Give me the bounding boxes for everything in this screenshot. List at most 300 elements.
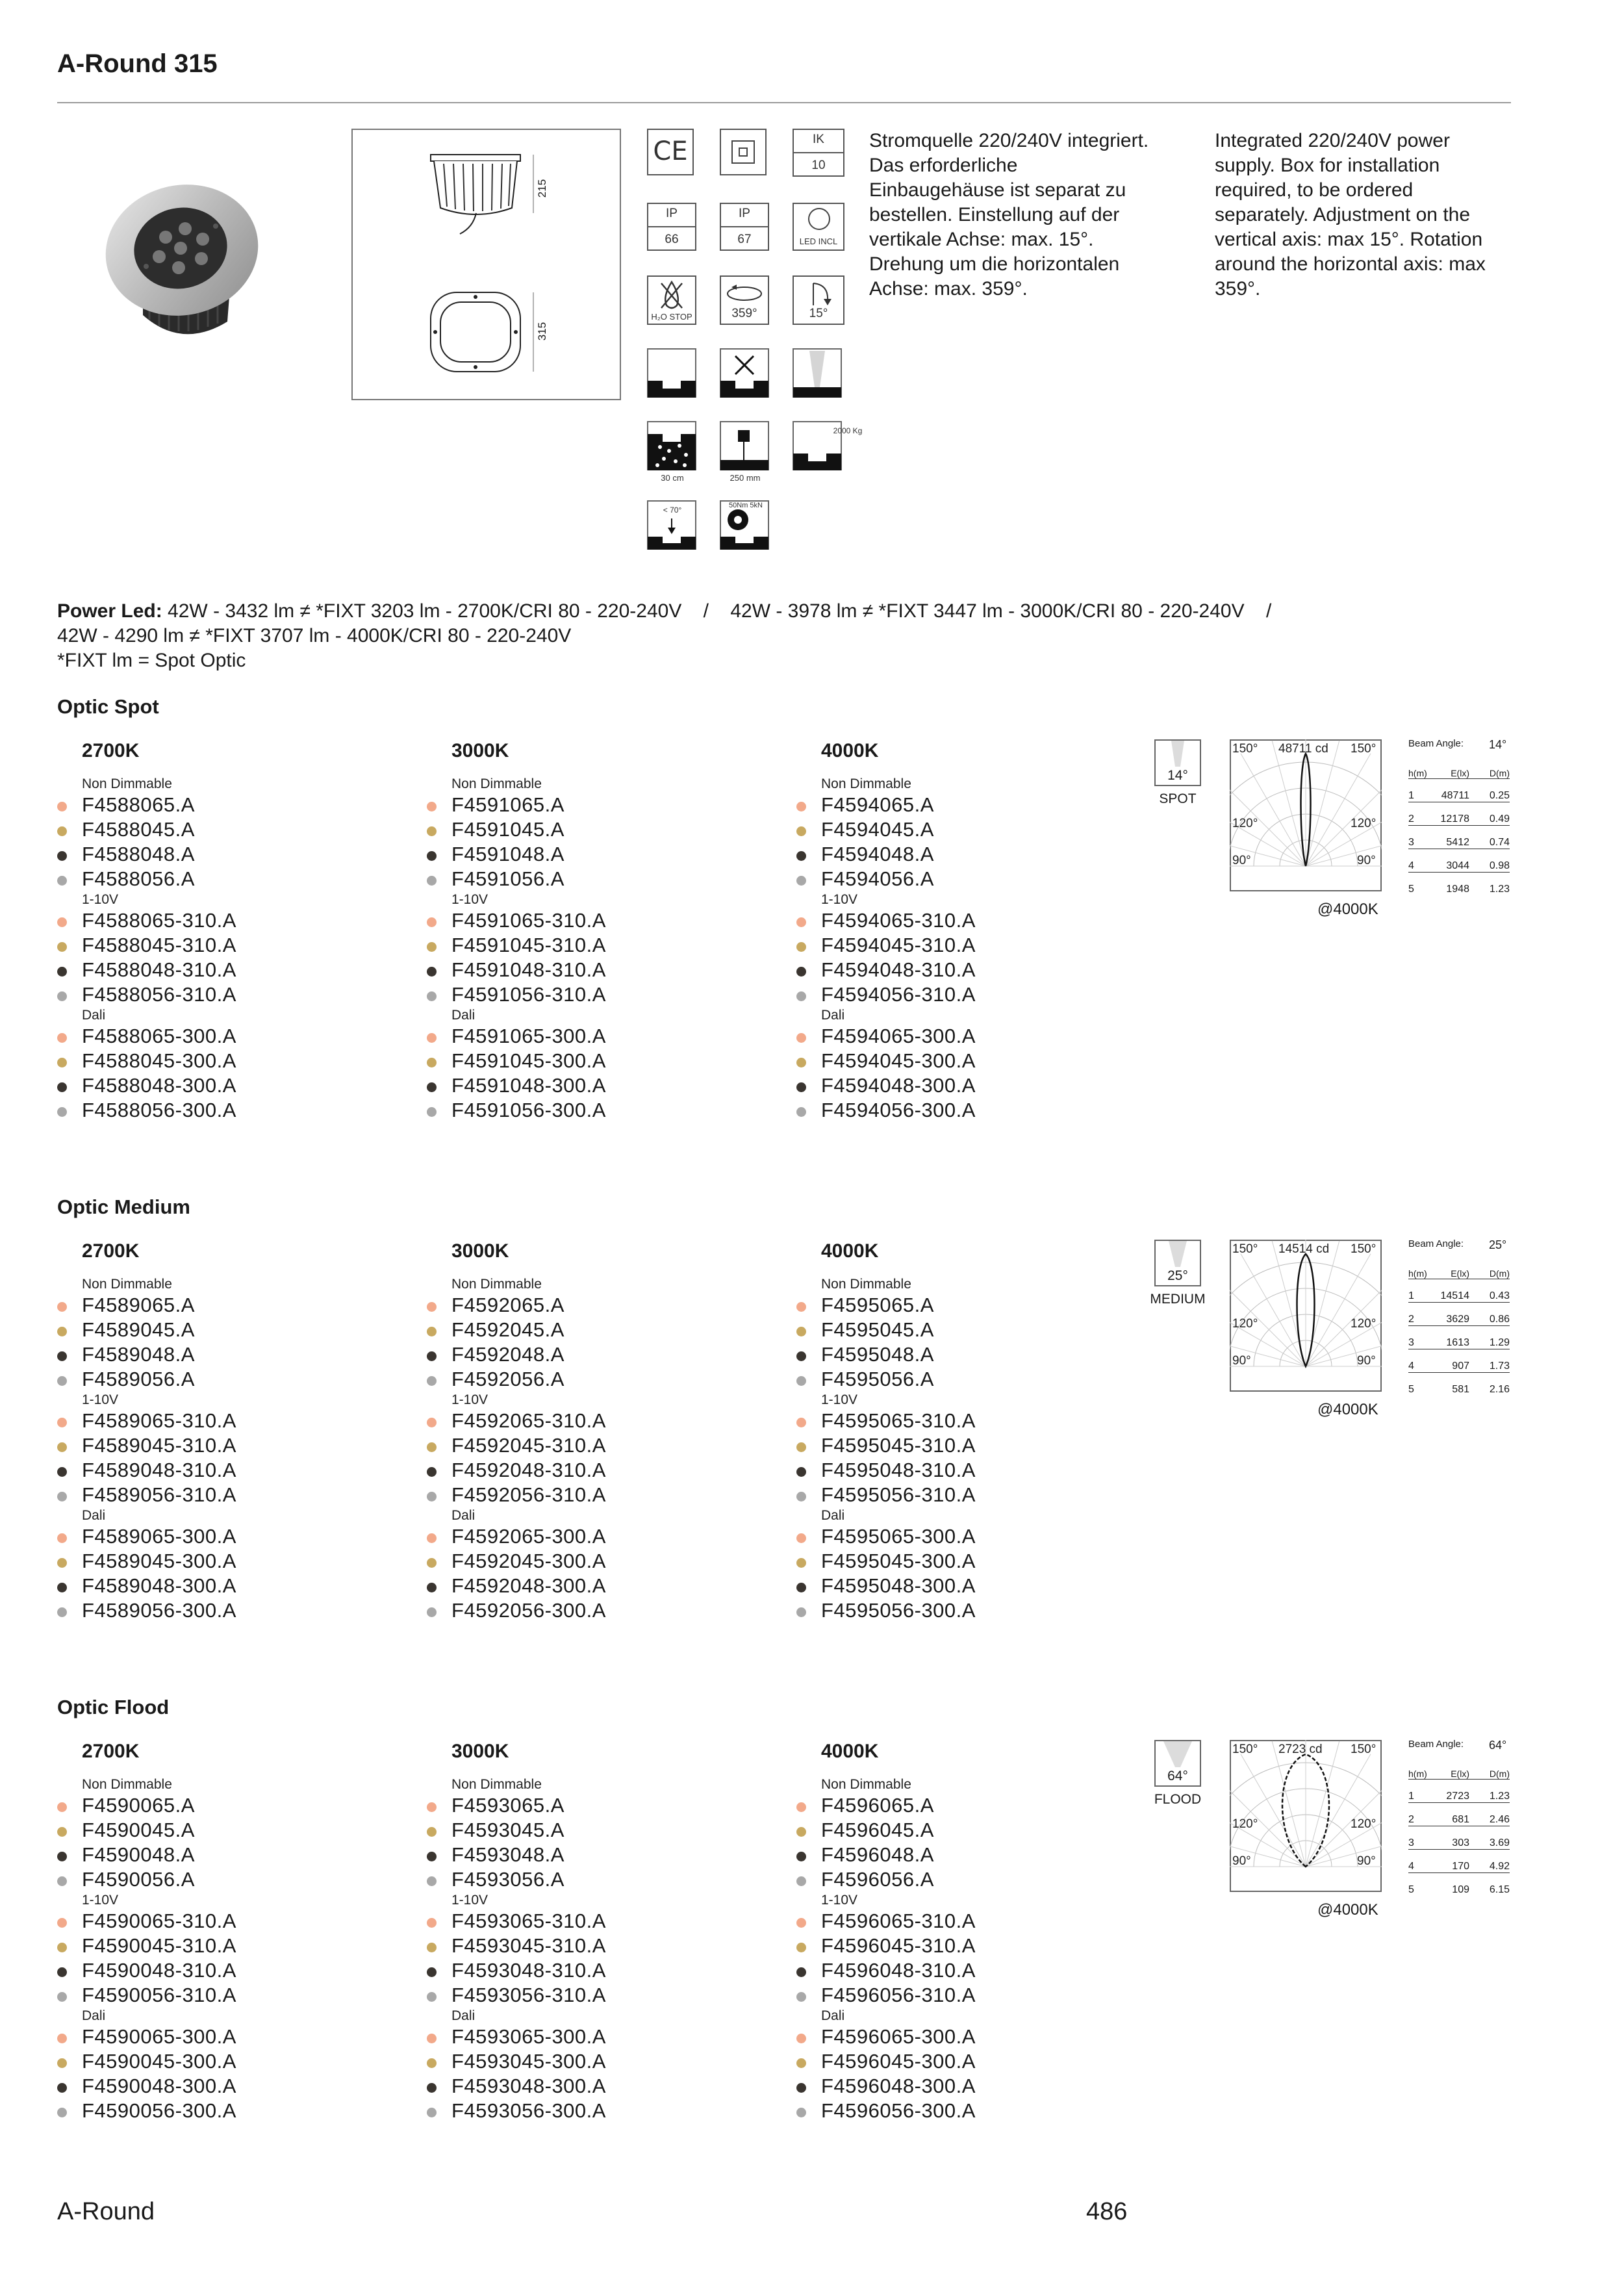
- polar-peak-intensity: 2723 cd: [1278, 1743, 1323, 1756]
- photometric-values: h(m) E(lx) D(m) 1 2723 1.23 2 681 2.46 3 303 3.69 4 170 4.92 5 109 6.15: [1408, 1759, 1510, 1896]
- photometric-values: h(m) E(lx) D(m) 1 14514 0.43 2 3629 0.86 3 1613 1.29 4 907 1.73 5 581 2.16: [1408, 1259, 1510, 1396]
- rotation-icon: 359°: [720, 275, 769, 325]
- finish-color-dot: [796, 1967, 806, 1977]
- product-code[interactable]: [427, 842, 765, 867]
- product-code-text: F4593048-300.A: [451, 2075, 606, 2097]
- product-code[interactable]: [57, 1574, 395, 1598]
- cct-heading: 3000K: [451, 1741, 509, 1762]
- finish-color-dot: [57, 1492, 67, 1501]
- product-code[interactable]: [57, 1293, 395, 1318]
- product-code-text: F4596056.A: [821, 1868, 934, 1891]
- finish-color-dot: [796, 1327, 806, 1336]
- product-code-text: F4590065-310.A: [82, 1910, 236, 1932]
- product-code[interactable]: [57, 1433, 395, 1458]
- finish-color-dot: [796, 1827, 806, 1837]
- finish-color-dot: [427, 1351, 437, 1361]
- technical-drawing: [351, 129, 621, 400]
- product-code-text: F4594048-300.A: [821, 1074, 976, 1097]
- product-code[interactable]: [427, 1073, 765, 1098]
- beam-angle-value: 64°: [1167, 1769, 1188, 1783]
- product-code-text: F4594065-310.A: [821, 909, 976, 932]
- product-code[interactable]: [796, 1293, 1134, 1318]
- product-code[interactable]: [427, 908, 765, 933]
- finish-color-dot: [57, 1827, 67, 1837]
- product-code[interactable]: [796, 1318, 1134, 1342]
- product-code[interactable]: [427, 2074, 765, 2099]
- product-code-text: F4595048.A: [821, 1343, 934, 1366]
- product-code[interactable]: [57, 1458, 395, 1483]
- product-code-text: F4596048-300.A: [821, 2075, 976, 2097]
- beam-angle-value: 25°: [1167, 1268, 1188, 1283]
- product-code[interactable]: [57, 1049, 395, 1073]
- product-code[interactable]: [796, 908, 1134, 933]
- polar-label-90-right: 90°: [1357, 1354, 1376, 1368]
- table-row: 3 5412 0.74: [1408, 826, 1510, 849]
- product-code-text: F4593065.A: [451, 1794, 565, 1817]
- product-code[interactable]: [796, 1098, 1134, 1123]
- product-code[interactable]: [796, 1024, 1134, 1049]
- depth-250-label: 250 mm: [730, 473, 761, 483]
- finish-color-dot: [796, 1943, 806, 1952]
- product-code[interactable]: [427, 933, 765, 958]
- product-code[interactable]: [427, 817, 765, 842]
- finish-color-dot: [427, 1943, 437, 1952]
- finish-color-dot: [57, 1852, 67, 1861]
- installation-symbols-2: [647, 421, 842, 477]
- polar-label-120-right: 120°: [1351, 817, 1377, 830]
- product-code-text: F4588048.A: [82, 843, 195, 865]
- finish-color-dot: [57, 967, 67, 977]
- product-code-text: F4590045.A: [82, 1819, 195, 1841]
- photometric-table: [1408, 1238, 1510, 1396]
- product-code[interactable]: [57, 933, 395, 958]
- product-code-text: F4590048-300.A: [82, 2075, 236, 2097]
- product-code[interactable]: [427, 1049, 765, 1073]
- product-code[interactable]: [796, 958, 1134, 982]
- finish-color-dot: [57, 802, 67, 811]
- product-code[interactable]: [796, 1549, 1134, 1574]
- product-code-text: F4592065.A: [451, 1294, 565, 1316]
- angle-70-label: < 70°: [663, 505, 682, 515]
- product-code[interactable]: [796, 1049, 1134, 1073]
- finish-color-dot: [57, 1533, 67, 1543]
- finish-color-dot: [57, 1058, 67, 1067]
- product-code[interactable]: [57, 1073, 395, 1098]
- product-code[interactable]: [57, 1318, 395, 1342]
- product-code[interactable]: [57, 1843, 395, 1867]
- product-code-text: F4594045-300.A: [821, 1049, 976, 1072]
- title-divider: [57, 102, 1511, 103]
- product-code[interactable]: [57, 1483, 395, 1507]
- product-code[interactable]: [427, 2049, 765, 2074]
- product-code[interactable]: [796, 867, 1134, 891]
- product-photo: [97, 175, 266, 357]
- finish-color-dot: [796, 1376, 806, 1386]
- product-code[interactable]: [427, 1909, 765, 1934]
- finish-color-dot: [427, 2083, 437, 2093]
- dimming-group-label: Dali: [451, 1508, 476, 1523]
- finish-color-dot: [796, 826, 806, 836]
- finish-color-dot: [796, 1876, 806, 1886]
- finish-color-dot: [796, 967, 806, 977]
- installation-symbols: [647, 348, 842, 404]
- finish-color-dot: [57, 1033, 67, 1043]
- product-code[interactable]: [796, 1483, 1134, 1507]
- product-code-text: F4594045-310.A: [821, 934, 976, 956]
- photometric-table: [1408, 1739, 1510, 1896]
- product-code[interactable]: [427, 2025, 765, 2049]
- polar-label-150-right: 150°: [1351, 1242, 1377, 1256]
- table-row: 4 3044 0.98: [1408, 849, 1510, 873]
- product-code-text: F4592045.A: [451, 1318, 565, 1341]
- ik-rating-icon: IK 10: [793, 129, 844, 177]
- product-code[interactable]: [57, 1934, 395, 1958]
- product-code[interactable]: [796, 793, 1134, 817]
- finish-color-dot: [427, 1533, 437, 1543]
- product-code[interactable]: [796, 1983, 1134, 2008]
- product-code[interactable]: [57, 1793, 395, 1818]
- product-code[interactable]: [796, 1867, 1134, 1892]
- product-code[interactable]: [796, 933, 1134, 958]
- polar-label-120-left: 120°: [1232, 817, 1258, 830]
- finish-color-dot: [796, 917, 806, 927]
- depth-30-label: 30 cm: [661, 473, 684, 483]
- product-code[interactable]: [57, 1367, 395, 1392]
- product-code[interactable]: [796, 1909, 1134, 1934]
- drawing-lines: [353, 130, 620, 399]
- beam-angle-icon: [1154, 1240, 1201, 1286]
- product-code[interactable]: [427, 1293, 765, 1318]
- product-column-2700k: [57, 737, 395, 1123]
- product-code-text: F4593065-300.A: [451, 2025, 606, 2048]
- finish-color-dot: [427, 1492, 437, 1501]
- finish-color-dot: [57, 917, 67, 927]
- product-code[interactable]: [427, 1409, 765, 1433]
- product-code[interactable]: [427, 1793, 765, 1818]
- table-row: 3 1613 1.29: [1408, 1326, 1510, 1349]
- beam-name: FLOOD: [1154, 1792, 1202, 1807]
- dimming-group-label: 1-10V: [82, 1392, 119, 1407]
- table-row: 5 109 6.15: [1408, 1884, 1510, 1895]
- product-code-text: F4590065-300.A: [82, 2025, 236, 2048]
- tilt-icon: 15°: [793, 275, 844, 325]
- power-led-info: [57, 599, 1486, 673]
- product-code-text: F4595045-300.A: [821, 1550, 976, 1572]
- polar-label-90-left: 90°: [1232, 1354, 1251, 1368]
- beam-angle-value: 14°: [1167, 768, 1188, 783]
- product-code-text: F4594065.A: [821, 793, 934, 816]
- photometric-table: [1408, 738, 1510, 895]
- dimming-group-label: Non Dimmable: [451, 1777, 542, 1792]
- page-title: A-Round 315: [57, 49, 218, 78]
- beam-angle-icon: [1154, 739, 1201, 786]
- product-code-text: F4595065-310.A: [821, 1409, 976, 1432]
- product-code[interactable]: [427, 1342, 765, 1367]
- finish-color-dot: [427, 1467, 437, 1477]
- dimming-group-label: Dali: [821, 1008, 845, 1023]
- product-code[interactable]: [796, 1574, 1134, 1598]
- product-code[interactable]: [57, 793, 395, 817]
- polar-peak-intensity: 48711 cd: [1278, 742, 1328, 756]
- product-code[interactable]: [796, 2074, 1134, 2099]
- product-code[interactable]: [796, 1818, 1134, 1843]
- product-code[interactable]: [796, 1524, 1134, 1549]
- finish-color-dot: [796, 991, 806, 1001]
- product-code[interactable]: [57, 1024, 395, 1049]
- description-english: Integrated 220/240V power supply. Box for installation required, to be ordered separately. Adjustment on the vertical axis: max 15°. Rotation around the horizontal axis: max 359°.: [1215, 130, 1486, 300]
- product-code[interactable]: [57, 817, 395, 842]
- product-code-text: F4588056.A: [82, 867, 195, 890]
- product-code-text: F4593065-310.A: [451, 1910, 606, 1932]
- product-code[interactable]: [57, 1342, 395, 1367]
- cct-heading: 2700K: [82, 1741, 140, 1762]
- finish-color-dot: [427, 967, 437, 977]
- table-row: 1 14514 0.43: [1408, 1279, 1510, 1303]
- product-code-text: F4592048-300.A: [451, 1574, 606, 1597]
- dim-width: 315: [536, 322, 549, 341]
- table-row: 4 170 4.92: [1408, 1850, 1510, 1873]
- product-code[interactable]: [57, 1598, 395, 1623]
- finish-color-dot: [796, 802, 806, 811]
- finish-color-dot: [796, 1852, 806, 1861]
- product-code-text: F4589065-310.A: [82, 1409, 236, 1432]
- polar-label-150-left: 150°: [1232, 742, 1258, 756]
- product-code-text: F4591056.A: [451, 867, 565, 890]
- product-code-text: F4593048-310.A: [451, 1959, 606, 1982]
- polar-light-diagram: [1230, 1240, 1382, 1392]
- finish-color-dot: [57, 2058, 67, 2068]
- product-code[interactable]: [427, 1549, 765, 1574]
- product-code-text: F4591065-310.A: [451, 909, 606, 932]
- finish-color-dot: [427, 1376, 437, 1386]
- product-code-text: F4596048-310.A: [821, 1959, 976, 1982]
- product-code[interactable]: [796, 1958, 1134, 1983]
- product-code[interactable]: [57, 1524, 395, 1549]
- product-code[interactable]: [427, 1318, 765, 1342]
- dimming-group-label: Dali: [82, 1508, 106, 1523]
- product-code[interactable]: [796, 1342, 1134, 1367]
- product-code[interactable]: [427, 1598, 765, 1623]
- product-code[interactable]: [57, 1818, 395, 1843]
- finish-color-dot: [427, 1967, 437, 1977]
- finish-color-dot: [427, 1082, 437, 1092]
- product-code[interactable]: [427, 958, 765, 982]
- product-code-text: F4588045-310.A: [82, 934, 236, 956]
- product-code-text: F4589045-310.A: [82, 1434, 236, 1457]
- product-code[interactable]: [57, 2049, 395, 2074]
- finish-color-dot: [427, 2108, 437, 2117]
- finish-color-dot: [796, 1467, 806, 1477]
- product-code[interactable]: [796, 1073, 1134, 1098]
- product-code[interactable]: [57, 2074, 395, 2099]
- product-code[interactable]: [796, 1433, 1134, 1458]
- class-ii-icon: [720, 129, 767, 175]
- product-code[interactable]: [427, 1458, 765, 1483]
- product-code[interactable]: [796, 1793, 1134, 1818]
- polar-label-120-right: 120°: [1351, 1317, 1377, 1331]
- dimming-group-label: Non Dimmable: [821, 1777, 911, 1792]
- finish-color-dot: [57, 2108, 67, 2117]
- product-code[interactable]: [427, 793, 765, 817]
- product-code[interactable]: [427, 982, 765, 1007]
- finish-color-dot: [796, 1992, 806, 2002]
- product-code[interactable]: [427, 1024, 765, 1049]
- photometric-values: h(m) E(lx) D(m) 1 48711 0.25 2 12178 0.49 3 5412 0.74 4 3044 0.98 5 1948 1.23: [1408, 759, 1510, 895]
- finish-color-dot: [427, 1827, 437, 1837]
- dimming-group-label: Non Dimmable: [82, 1277, 172, 1292]
- product-code[interactable]: [427, 1934, 765, 1958]
- finish-color-dot: [57, 1302, 67, 1312]
- product-code[interactable]: [57, 2099, 395, 2123]
- product-code[interactable]: [57, 1909, 395, 1934]
- product-code-text: F4588056-300.A: [82, 1099, 236, 1121]
- product-code[interactable]: [796, 1843, 1134, 1867]
- ce-mark-icon: CE: [647, 129, 694, 175]
- finish-color-dot: [57, 1558, 67, 1568]
- power-line-2: 42W - 4290 lm ≠ *FIXT 3707 lm - 4000K/CRI 80 - 220-240V: [57, 625, 572, 646]
- product-code[interactable]: [427, 1867, 765, 1892]
- product-code[interactable]: [796, 2099, 1134, 2123]
- finish-color-dot: [57, 1876, 67, 1886]
- product-code[interactable]: [57, 867, 395, 891]
- product-code[interactable]: [57, 1983, 395, 2008]
- product-code[interactable]: [796, 842, 1134, 867]
- finish-color-dot: [57, 942, 67, 952]
- finish-color-dot: [796, 2058, 806, 2068]
- product-code-text: F4593056-300.A: [451, 2099, 606, 2122]
- dimming-group-label: 1-10V: [451, 1392, 488, 1407]
- product-code[interactable]: [57, 982, 395, 1007]
- led-included-icon: LED INCL: [793, 203, 844, 251]
- product-code[interactable]: [57, 1409, 395, 1433]
- product-code-text: F4589048.A: [82, 1343, 195, 1366]
- section-title: Optic Medium: [57, 1195, 190, 1218]
- product-code-text: F4596065-310.A: [821, 1910, 976, 1932]
- dimming-group-label: 1-10V: [82, 1893, 119, 1908]
- power-line-1: Power Led: 42W - 3432 lm ≠ *FIXT 3203 lm - 2700K/CRI 80 - 220-240V / 42W - 3978 lm ≠ *FIXT 3447 lm - 3000K/CRI 80 - 220-240V /: [57, 600, 1272, 622]
- product-code-text: F4590065.A: [82, 1794, 195, 1817]
- product-code-text: F4589056-300.A: [82, 1599, 236, 1622]
- product-code-text: F4594048-310.A: [821, 958, 976, 981]
- finish-color-dot: [57, 1107, 67, 1117]
- finish-color-dot: [427, 1992, 437, 2002]
- product-code[interactable]: [57, 2025, 395, 2049]
- product-code[interactable]: [796, 1367, 1134, 1392]
- finish-color-dot: [57, 876, 67, 886]
- finish-color-dot: [796, 1442, 806, 1452]
- product-code-text: F4593048.A: [451, 1843, 565, 1866]
- product-code[interactable]: [796, 1934, 1134, 1958]
- product-code[interactable]: [427, 2099, 765, 2123]
- product-code[interactable]: [427, 1433, 765, 1458]
- product-code[interactable]: [57, 958, 395, 982]
- finish-color-dot: [427, 1107, 437, 1117]
- product-code-text: F4595045.A: [821, 1318, 934, 1341]
- product-code[interactable]: [427, 1098, 765, 1123]
- description-german: Stromquelle 220/240V integriert. Das erforderliche Einbaugehäuse ist separat zu bestellen. Einstellung auf der vertikale Achse: max. 15°. Drehung um die horizontalen Achse: max. 359°.: [869, 130, 1149, 300]
- finish-color-dot: [57, 1943, 67, 1952]
- product-code[interactable]: [796, 2049, 1134, 2074]
- finish-color-dot: [427, 826, 437, 836]
- product-code[interactable]: [427, 1843, 765, 1867]
- product-code[interactable]: [427, 1367, 765, 1392]
- product-code-text: F4592056-300.A: [451, 1599, 606, 1622]
- reference-temperature: @4000K: [1317, 1901, 1378, 1919]
- finish-color-dot: [57, 1967, 67, 1977]
- product-column-3000k: [427, 1737, 765, 2123]
- product-code[interactable]: [57, 842, 395, 867]
- polar-label-120-left: 120°: [1232, 1317, 1258, 1331]
- product-code[interactable]: [427, 1983, 765, 2008]
- product-code[interactable]: [427, 1574, 765, 1598]
- table-row: 3 303 3.69: [1408, 1826, 1510, 1850]
- product-code-text: F4594065-300.A: [821, 1025, 976, 1047]
- product-code-text: F4595065.A: [821, 1294, 934, 1316]
- product-code[interactable]: [796, 1598, 1134, 1623]
- product-code[interactable]: [57, 1098, 395, 1123]
- finish-color-dot: [427, 1558, 437, 1568]
- finish-color-dot: [57, 1467, 67, 1477]
- finish-color-dot: [427, 2034, 437, 2043]
- product-code-text: F4589065-300.A: [82, 1525, 236, 1548]
- table-row: 5 1948 1.23: [1408, 884, 1510, 895]
- product-code[interactable]: [796, 1409, 1134, 1433]
- product-code-text: F4591065.A: [451, 793, 565, 816]
- h2o-stop-icon: H₂O STOP: [647, 275, 696, 325]
- finish-color-dot: [796, 1302, 806, 1312]
- product-code[interactable]: [796, 982, 1134, 1007]
- product-code-text: F4594045.A: [821, 818, 934, 841]
- product-column-4000k: [796, 737, 1134, 1123]
- dimming-group-label: 1-10V: [821, 1392, 858, 1407]
- finish-color-dot: [57, 1992, 67, 2002]
- finish-color-dot: [427, 851, 437, 861]
- product-code[interactable]: [796, 1458, 1134, 1483]
- product-code[interactable]: [57, 1867, 395, 1892]
- product-code[interactable]: [427, 867, 765, 891]
- finish-color-dot: [796, 2108, 806, 2117]
- finish-color-dot: [427, 917, 437, 927]
- finish-color-dot: [57, 2083, 67, 2093]
- polar-light-diagram: [1230, 739, 1382, 891]
- finish-color-dot: [427, 1058, 437, 1067]
- product-code[interactable]: [427, 1524, 765, 1549]
- product-code-text: F4596045-310.A: [821, 1934, 976, 1957]
- product-code-text: F4593045-310.A: [451, 1934, 606, 1957]
- product-code[interactable]: [796, 2025, 1134, 2049]
- finish-color-dot: [796, 1558, 806, 1568]
- product-code-text: F4592065-310.A: [451, 1409, 606, 1432]
- product-code-text: F4589048-300.A: [82, 1574, 236, 1597]
- product-code[interactable]: [57, 1549, 395, 1574]
- polar-label-150-left: 150°: [1232, 1743, 1258, 1756]
- polar-label-150-right: 150°: [1351, 1743, 1377, 1756]
- dim-height: 215: [536, 179, 549, 198]
- cct-heading: 4000K: [821, 740, 879, 761]
- product-code[interactable]: [427, 1818, 765, 1843]
- product-code-text: F4593056.A: [451, 1868, 565, 1891]
- product-code[interactable]: [796, 817, 1134, 842]
- dimming-group-label: Non Dimmable: [451, 1277, 542, 1292]
- product-code[interactable]: [57, 1958, 395, 1983]
- dimming-group-label: Dali: [82, 1008, 106, 1023]
- product-code-text: F4590045-310.A: [82, 1934, 236, 1957]
- product-code[interactable]: [57, 908, 395, 933]
- product-code[interactable]: [427, 1483, 765, 1507]
- product-code[interactable]: [427, 1958, 765, 1983]
- finish-color-dot: [57, 1376, 67, 1386]
- finish-color-dot: [57, 1918, 67, 1928]
